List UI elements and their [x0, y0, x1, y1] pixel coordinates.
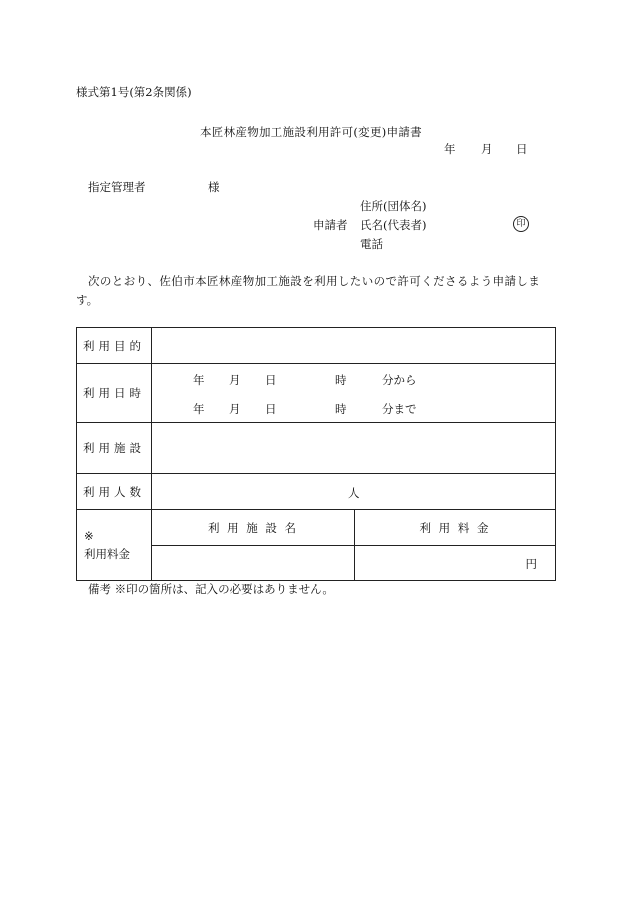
applicant-address-label: 住所(団体名): [360, 199, 427, 213]
people-label: 利用人数: [77, 474, 152, 509]
addressee-suffix: 様: [208, 180, 220, 194]
datetime-row: [77, 364, 555, 423]
from-month: 月: [229, 373, 241, 387]
applicant-label: 申請者: [313, 218, 348, 232]
fee-unit: 円: [525, 557, 537, 571]
fee-label-cell: [77, 510, 152, 580]
date-day: 日: [516, 142, 528, 156]
purpose-row: [77, 328, 555, 364]
people-field[interactable]: [152, 474, 555, 509]
datetime-label: 利用日時: [77, 364, 152, 422]
fee-facility-header: 利 用 施 設 名: [152, 510, 355, 546]
fee-amount-header: 利 用 料 金: [355, 510, 555, 546]
facility-label: 利用施設: [77, 423, 152, 473]
fee-row: [77, 510, 555, 580]
note-text: 備考 ※印の箇所は、記入の必要はありません。: [88, 582, 334, 596]
people-unit: 人: [348, 486, 360, 500]
request-text-line2: す。: [76, 293, 99, 307]
document-title: 本匠林産物加工施設利用許可(変更)申請書: [200, 125, 422, 139]
application-table: [76, 327, 556, 581]
applicant-phone-label: 電話: [360, 237, 383, 251]
purpose-label: 利用目的: [77, 328, 152, 363]
to-month: 月: [229, 402, 241, 416]
facility-row: [77, 423, 555, 474]
applicant-name-label: 氏名(代表者): [360, 218, 427, 232]
datetime-field[interactable]: [152, 364, 555, 422]
to-year: 年: [193, 402, 205, 416]
facility-field[interactable]: [152, 423, 555, 473]
to-hour: 時: [335, 402, 347, 416]
from-year: 年: [193, 373, 205, 387]
to-day: 日: [265, 402, 277, 416]
people-row: [77, 474, 555, 510]
date-month: 月: [481, 142, 493, 156]
request-text-line1: 次のとおり、佐伯市本匠林産物加工施設を利用したいので許可くださるよう申請しま: [88, 274, 541, 288]
to-minute: 分まで: [382, 402, 417, 416]
fee-facility-field[interactable]: [152, 546, 355, 580]
from-day: 日: [265, 373, 277, 387]
addressee-label: 指定管理者: [88, 180, 146, 194]
fee-label: 利用料金: [84, 547, 130, 561]
fee-amount-field[interactable]: [355, 546, 555, 580]
purpose-field[interactable]: [152, 328, 555, 363]
seal-mark: 印: [513, 216, 529, 232]
from-minute: 分から: [382, 373, 417, 387]
date-year: 年: [444, 142, 456, 156]
form-number: 様式第1号(第2条関係): [76, 85, 192, 99]
from-hour: 時: [335, 373, 347, 387]
fee-mark: ※: [84, 529, 94, 543]
